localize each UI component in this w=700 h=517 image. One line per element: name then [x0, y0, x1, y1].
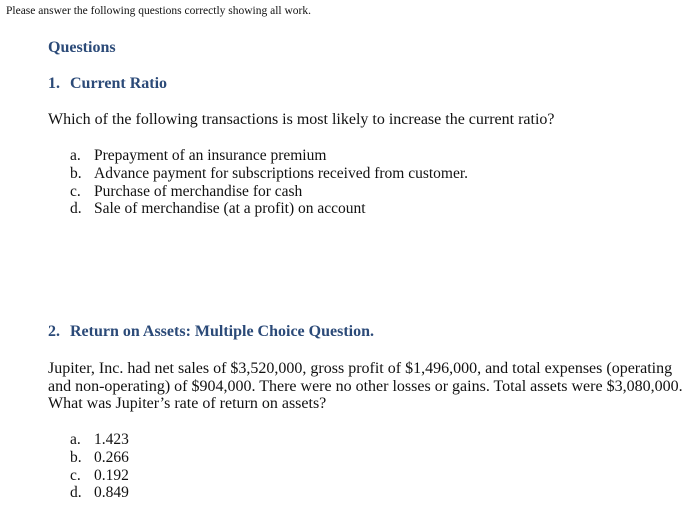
question-1-title: Current Ratio [70, 75, 168, 92]
question-1-options [70, 147, 468, 218]
question-1-option-c [70, 183, 468, 201]
question-1-option-d [70, 200, 468, 218]
option-text: 0.849 [94, 484, 129, 502]
option-letter: c. [70, 466, 81, 484]
section-title: Questions [48, 39, 116, 56]
question-2-text [48, 360, 683, 413]
question-2-line-2: and non-operating) of $904,000. There were no other losses or gains. Total assets were $3,080,000. [48, 377, 683, 395]
question-2-option-b [70, 449, 129, 467]
instruction-text: Please answer the following questions correctly showing all work. [6, 5, 312, 17]
option-letter: d. [70, 484, 82, 502]
option-text: 0.266 [94, 448, 129, 466]
option-letter: c. [70, 182, 81, 200]
question-2-options [70, 431, 129, 502]
question-2-option-d [70, 484, 129, 502]
question-2-line-3: What was Jupiter’s rate of return on assets? [48, 395, 327, 412]
question-1-option-b [70, 165, 468, 183]
question-1-option-a [70, 147, 468, 165]
question-2-line-1: Jupiter, Inc. had net sales of $3,520,000, gross profit of $1,496,000, and total expenses (operating [48, 360, 673, 377]
option-letter: b. [70, 448, 82, 466]
question-1-heading [48, 75, 167, 93]
question-2-option-c [70, 467, 129, 485]
question-1-text: Which of the following transactions is most likely to increase the current ratio? [48, 111, 555, 128]
question-2-number: 2. [48, 323, 60, 340]
option-letter: b. [70, 164, 82, 182]
option-text: Sale of merchandise (at a profit) on account [94, 200, 366, 218]
question-2-option-a [70, 431, 129, 449]
option-text: 1.423 [94, 431, 129, 448]
option-letter: a. [70, 147, 81, 164]
question-1-number: 1. [48, 75, 60, 92]
option-text: Prepayment of an insurance premium [94, 147, 327, 164]
option-text: Purchase of merchandise for cash [94, 182, 303, 200]
option-letter: a. [70, 431, 81, 448]
option-text: Advance payment for subscriptions received from customer. [94, 164, 469, 182]
question-2-heading [48, 323, 374, 341]
option-text: 0.192 [94, 466, 129, 484]
option-letter: d. [70, 200, 82, 218]
question-2-title: Return on Assets: Multiple Choice Question. [70, 323, 374, 340]
